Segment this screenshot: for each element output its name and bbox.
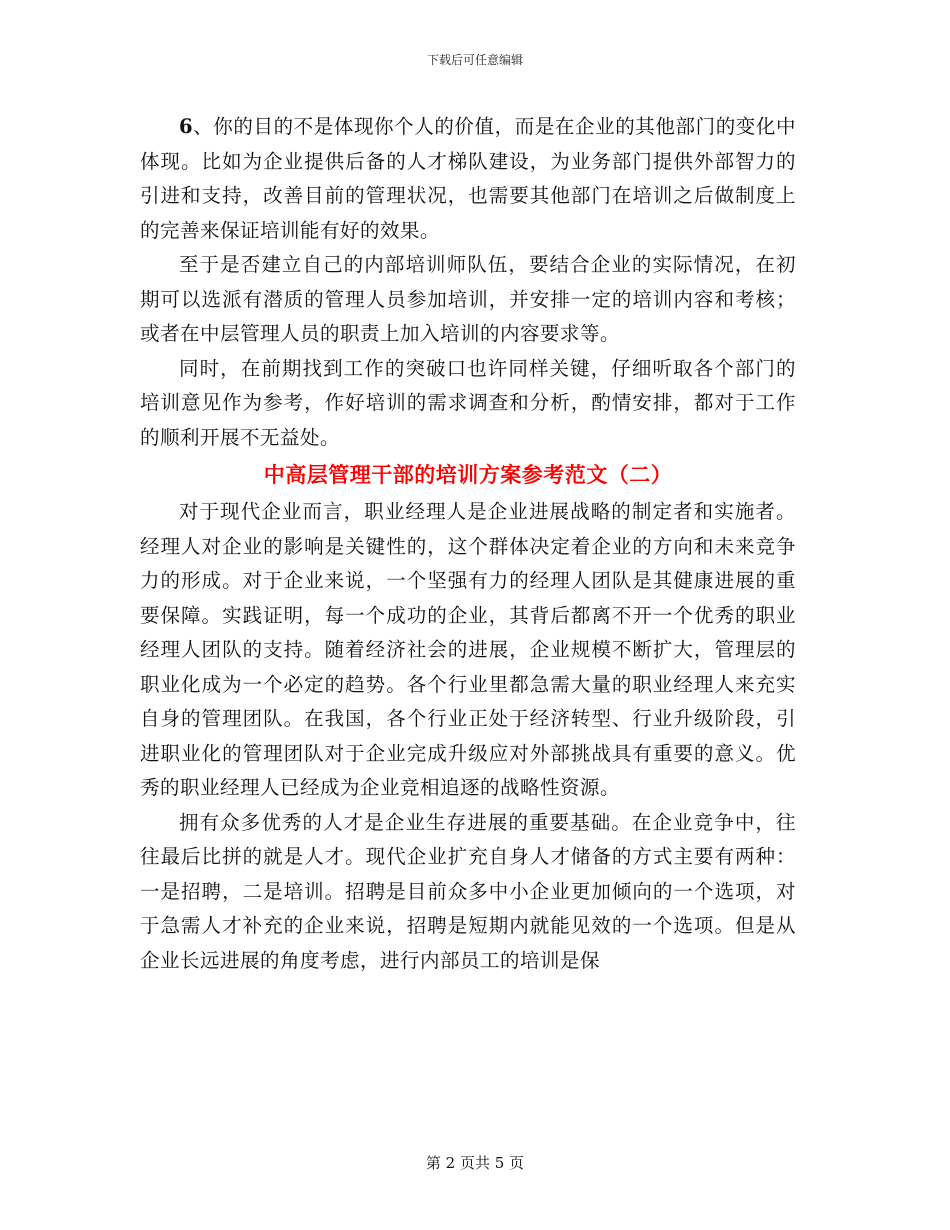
paragraph-2: 至于是否建立自己的内部培训师队伍，要结合企业的实际情况，在初期可以选派有潜质的管理人员参加培训，并安排一定的培训内容和考核；或者在中层管理人员的职责上加入培训的内容要求等。 (140, 253, 796, 345)
document-body (140, 110, 796, 978)
section-title: 中高层管理干部的培训方案参考范文（二） (263, 462, 673, 487)
header-note: 下载后可任意编辑 (426, 53, 523, 67)
section-paragraph-2: 拥有众多优秀的人才是企业生存进展的重要基础。在企业竞争中，往往最后比拼的就是人才。现代企业扩充自身人才储备的方式主要有两种：一是招聘，二是培训。招聘是目前众多中小企业更加倾向的一个选项，对于急需人才补充的企业来说，招聘是短期内就能见效的一个选项。但是从企业长远进展的角度考虑，进行内部员工的培训是保 (140, 810, 796, 972)
section-paragraph-1: 对于现代企业而言，职业经理人是企业进展战略的制定者和实施者。经理人对企业的影响是关键性的，这个群体决定着企业的方向和未来竞争力的形成。对于企业来说，一个坚强有力的经理人团队是其健康进展的重要保障。实践证明，每一个成功的企业，其背后都离不开一个优秀的职业经理人团队的支持。随着经济社会的进展，企业规模不断扩大，管理层的职业化成为一个必定的趋势。各个行业里都急需大量的职业经理人来充实自身的管理团队。在我国，各个行业正处于经济转型、行业升级阶段，引进职业化的管理团队对于企业完成升级应对外部挑战具有重要的意义。优秀的职业经理人已经成为企业竞相追逐的战略性资源。 (140, 500, 796, 799)
paragraph-3: 同时，在前期找到工作的突破口也许同样关键，仔细听取各个部门的培训意见作为参考，作好培训的需求调查和分析，酌情安排，都对于工作的顺利开展不无益处。 (140, 356, 796, 449)
paragraph-1-text: 、你的目的不是体现你个人的价值，而是在企业的其他部门的变化中体现。比如为企业提供后备的人才梯队建设，为业务部门提供外部智力的引进和支持，改善目前的管理状况，也需要其他部门在培训之后做制度上的完善来保证培训能有好的效果。 (140, 115, 796, 242)
list-number: 6 (179, 115, 194, 138)
page-number: 第 2 页共 5 页 (425, 1154, 525, 1172)
paragraph-1 (140, 110, 796, 248)
